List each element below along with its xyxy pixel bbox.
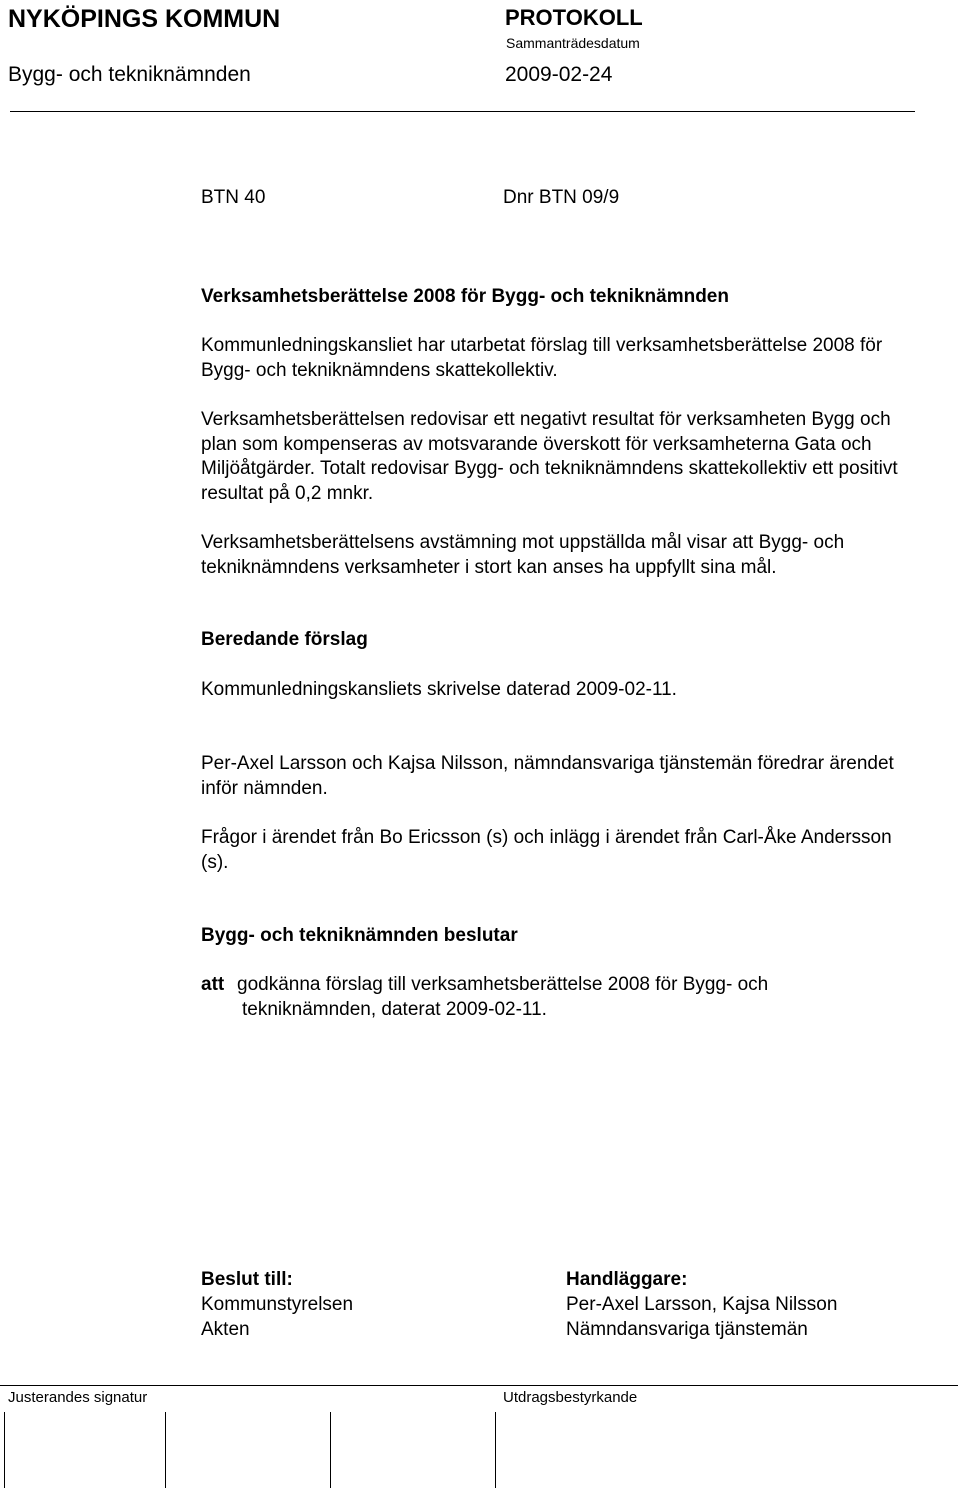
decision-heading: Bygg- och tekniknämnden beslutar [201,925,518,946]
signature-box-divider [165,1412,166,1488]
preparatory-heading: Beredande förslag [201,629,368,650]
signature-label: Justerandes signatur [8,1389,148,1406]
handler-item: Nämndansvariga tjänstemän [566,1319,808,1340]
decision-att: att [201,974,225,995]
meeting-date: 2009-02-24 [505,63,613,86]
paragraph-goals: Verksamhetsberättelsens avstämning mot uppställda mål visar att Bygg- och tekniknämndens verksamheter i stort kan anses ha uppfyllt sina mål. [201,532,845,578]
municipality-name: NYKÖPINGS KOMMUN [8,5,281,33]
sent-to-item: Akten [201,1319,250,1340]
header-divider [10,111,915,112]
presenters-text: Per-Axel Larsson och Kajsa Nilsson, nämndansvariga tjänstemän föredrar ärendet inför nämnden. [201,753,894,799]
handler-item: Per-Axel Larsson, Kajsa Nilsson [566,1294,838,1315]
paragraph-number: BTN 40 [201,187,266,208]
signature-box-divider [4,1412,5,1488]
signature-box-divider [495,1412,496,1488]
diary-number: Dnr BTN 09/9 [503,187,620,208]
preparatory-text: Kommunledningskansliets skrivelse daterad 2009-02-11. [201,679,677,700]
decision-line-2: tekniknämnden, daterat 2009-02-11. [242,999,547,1020]
case-title: Verksamhetsberättelse 2008 för Bygg- och tekniknämnden [201,286,729,307]
sent-to-item: Kommunstyrelsen [201,1294,354,1315]
paragraph-result: Verksamhetsberättelsen redovisar ett negativt resultat för verksamheten Bygg och plan som kompenseras av motsvarande överskott för verksamheterna Gata och Miljöåtgärder. Totalt redovisar Bygg- och tekniknämndens skattekollektiv ett positivt resultat på 0,2 mnkr. [201,409,898,504]
committee-name: Bygg- och tekniknämnden [8,63,251,86]
footer-divider [0,1385,958,1386]
decision-line-1: godkänna förslag till verksamhetsberättelse 2008 för Bygg- och [237,974,769,995]
sent-to-label: Beslut till: [201,1269,293,1290]
meeting-date-label: Sammanträdesdatum [506,35,640,51]
certification-label: Utdragsbestyrkande [503,1389,638,1406]
document-type: PROTOKOLL [505,5,643,30]
paragraph-background: Kommunledningskansliet har utarbetat förslag till verksamhetsberättelse 2008 för Bygg- och tekniknämndens skattekollektiv. [201,335,883,381]
questions-text: Frågor i ärendet från Bo Ericsson (s) och inlägg i ärendet från Carl-Åke Andersson (s). [201,827,892,873]
signature-box-divider [330,1412,331,1488]
handler-label: Handläggare: [566,1269,688,1290]
